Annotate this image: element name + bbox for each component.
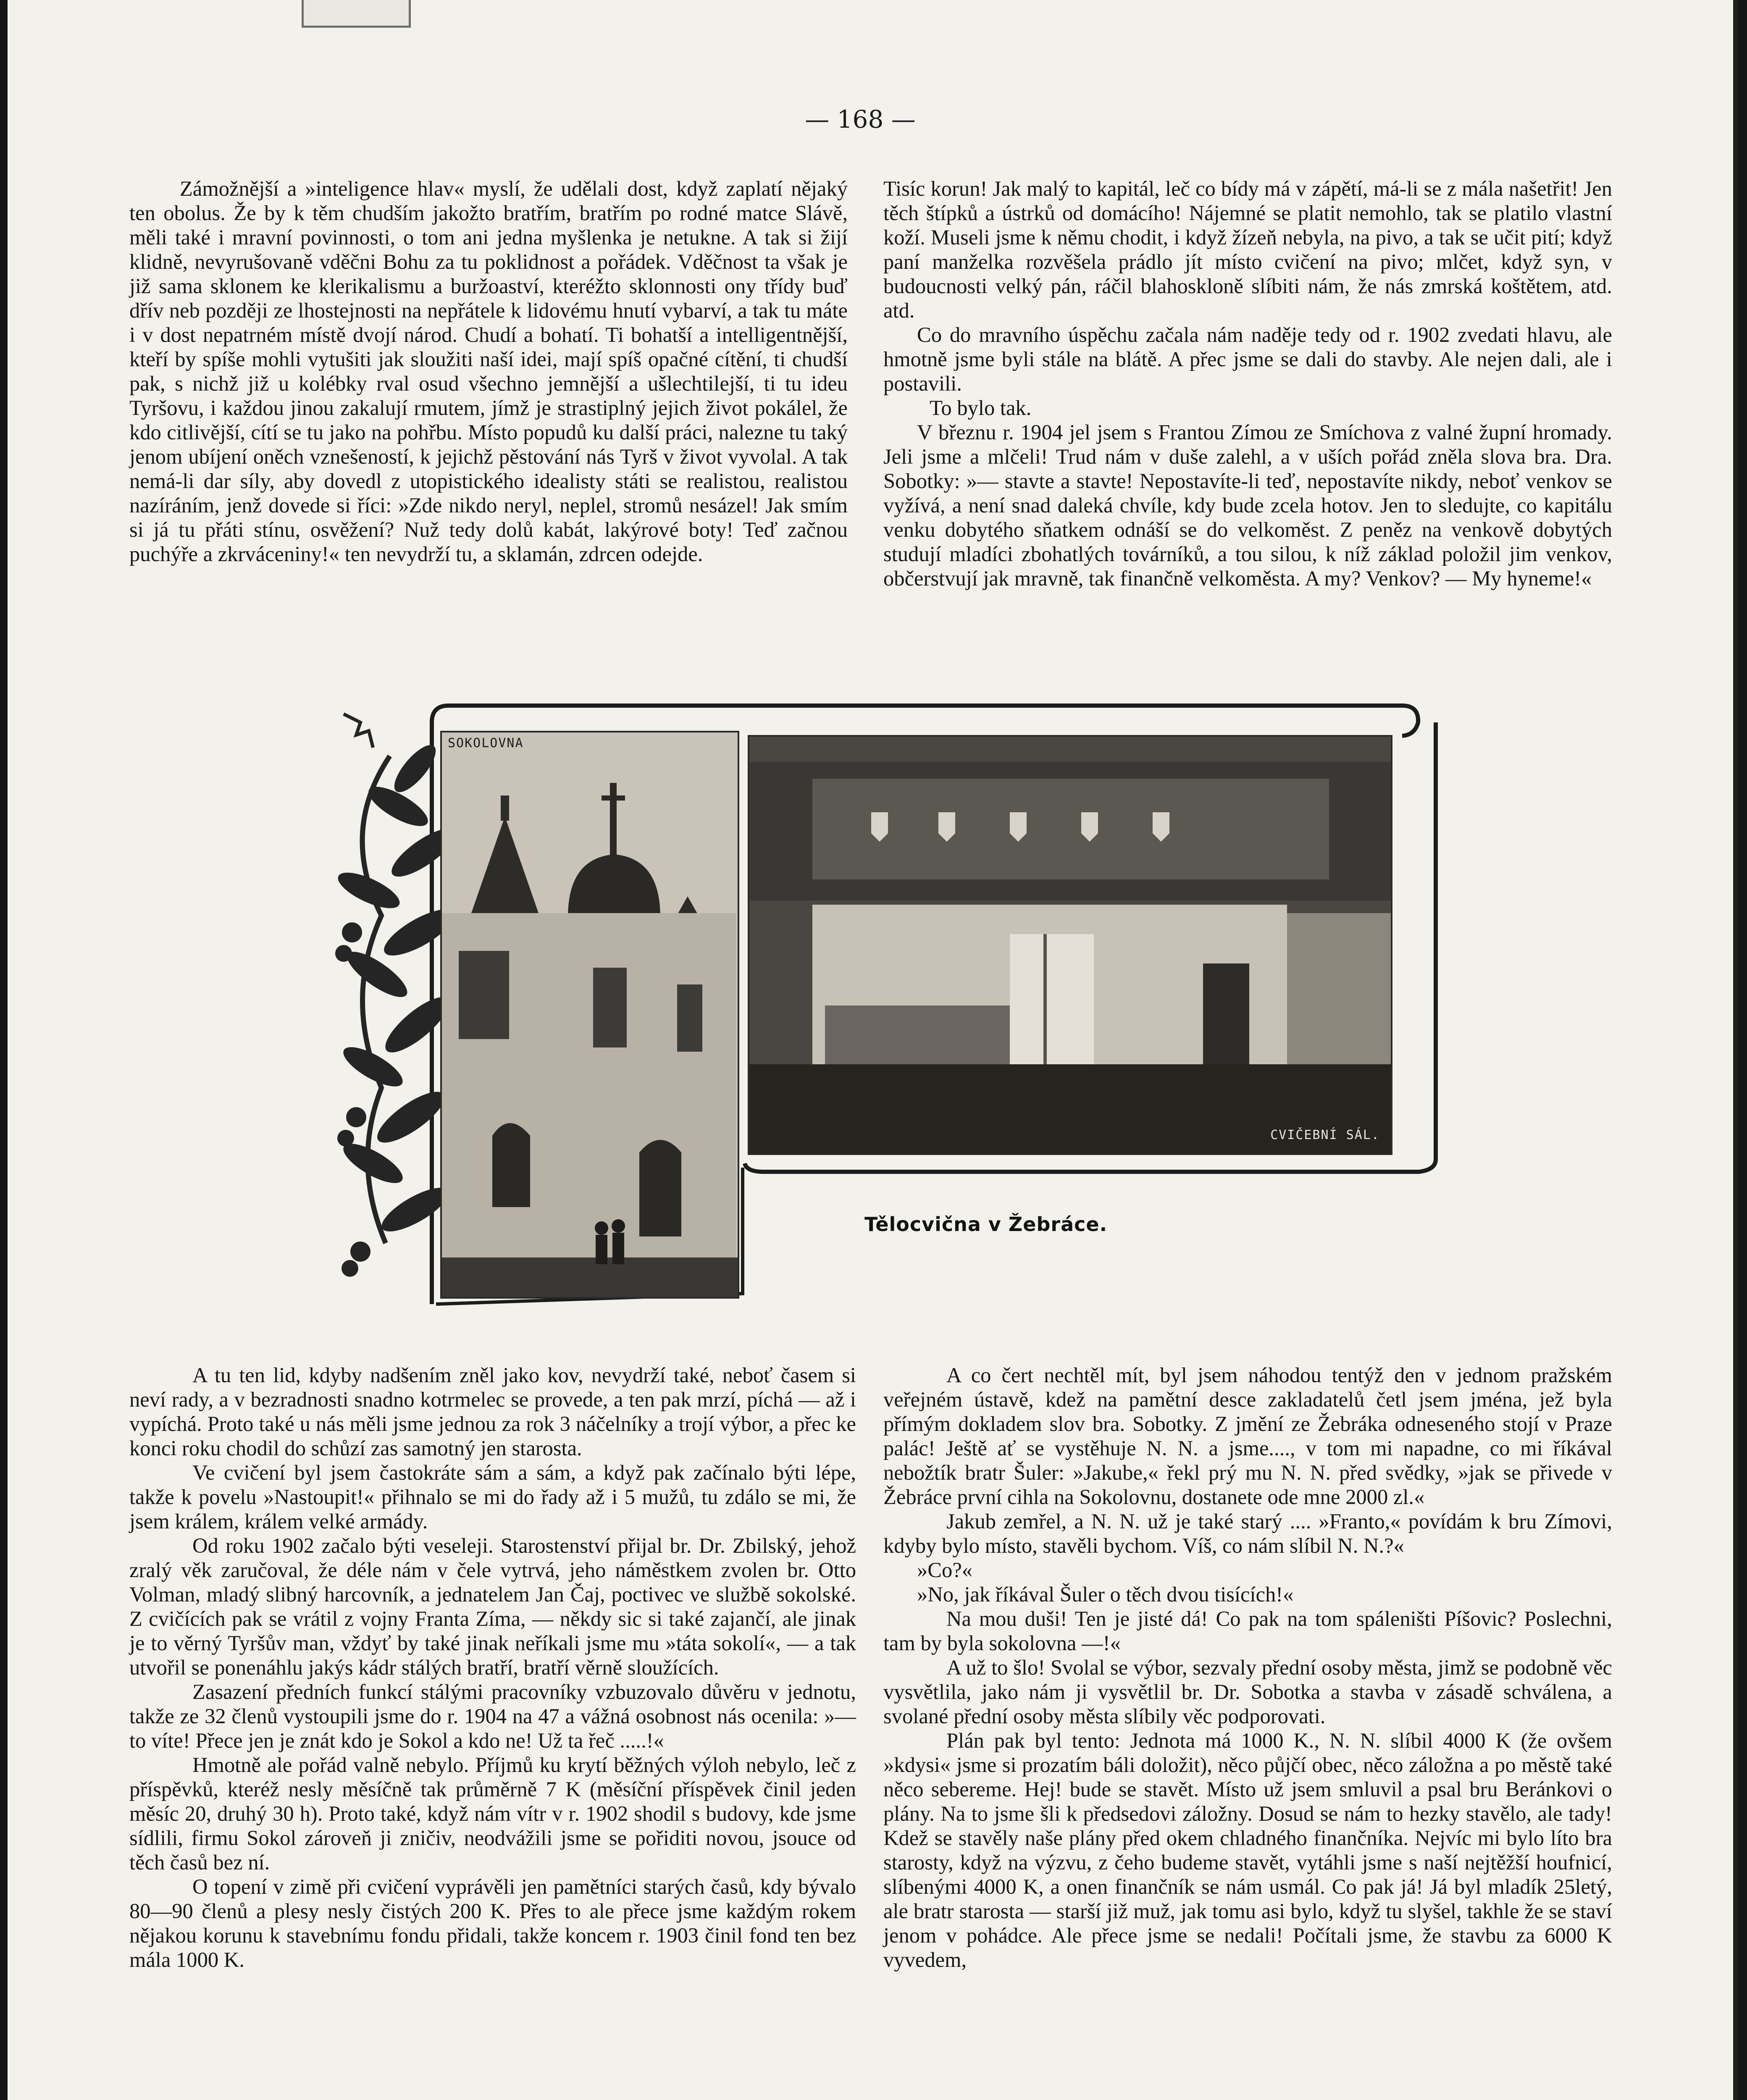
paragraph: Zasazení předních funkcí stálými pracovníky vzbuzovalo důvěru v jednotu, takže ze 32 členů vystoupili jsme do r. 1904 na 47 a vážná osobnost nás ocenila: »— to víte! Přece jen je znát kdo je Sokol a kdo ne! Už ta řeč .....!«: [129, 1680, 856, 1752]
photo-label-gym-hall: CVIČEBNÍ SÁL.: [1270, 1128, 1380, 1142]
paragraph: Od roku 1902 začalo býti veseleji. Starostenství přijal br. Dr. Zbilský, jehož zralý věk zaručoval, že déle nám v čele vytrvá, jeho náměstkem zvolen br. Otto Volman, mladý slibný harcovník, a jednatelem Jan Čaj, poctivec ve službě sokolské. Z cvičících pak se vrátil z vojny Franta Zíma, — někdy sic si také zajančí, ale jinak je to věrný Tyršův man, vždyť by také jinak neříkali jsme mu »táta sokolí«, — a tak utvořil se ponenáhlu jakýs kádr stálých bratří, bratří věrně sloužících.: [129, 1534, 856, 1679]
paragraph: Na mou duši! Ten je jisté dá! Co pak na tom spáleništi Píšovic? Poslechni, tam by byla sokolovna —!«: [883, 1607, 1612, 1655]
top-left-column: [129, 176, 848, 566]
photo-label-sokolovna: SOKOLOVNA: [448, 736, 524, 751]
paragraph: Jakub zemřel, a N. N. už je také starý .... »Franto,« povídám k bru Zímovi, kdyby bylo místo, stavěli bychom. Víš, co nám slíbil N. N.?«: [883, 1509, 1612, 1557]
paragraph: Tisíc korun! Jak malý to kapitál, leč co bídy má v zápětí, má-li se z mála našetřit! Jen těch štípků a ústrků od domácího! Nájemné se platit nemohlo, tak se platilo vlastní koží. Museli jsme k němu chodit, i když žízeň nebyla, na pivo, a tak se učit pití; když paní manželka rozvěšela prádlo jít místo cvičení na pivo; mlčet, když syn, v budoucnosti velký pán, ráčil blahoskloně slíbiti nám, že nás zmrská koštětem, atd. atd.: [883, 177, 1612, 322]
photo-sokolovna-exterior: [440, 731, 739, 1299]
paragraph: Zámožnější a »inteligence hlav« myslí, že udělali dost, když zaplatí nějaký ten obolus. Že by k těm chudším jakožto bratřím, bratřím po rodné matce Slávě, měli také i mravní povinnosti, o tom ani jedna myšlenka je netukne. A tak si žijí klidně, nevyrušovaně vděčni Bohu za tu poklidnost a pořádek. Vděčnost ta však je již sama sklonem ke klerikalismu a buržoaství, kteréžto sklonnosti ony třídy buď dřív neb později ze lhostejnosti na nepřátele k lidovému hnutí vybarví, a tak tu máte i v dost nepatrném místě dvojí národ. Chudí a bohatí. Ti bohatší a intelligentnější, kteří by spíše mohli vytušiti jak sloužiti naší idei, mají spíš opačné cítění, ti chudší pak, s nichž již u kolébky rval osud všechno jemnější a ušlechtilejší, ti tu ideu Tyršovu, i každou jinou zakalují rmutem, jímž je strastiplný jejich život pokálel, že kdo citlivější, cítí se tu jako na pohřbu. Místo popudů ku další práci, nalezne tu taký jenom ubíjení oněch vznešeností, k jejichž pěstování nás Tyrš v život vyvolal. A tak nemá-li dar síly, aby dovedl z utopistického idealisty státi se realistou, realistou nazíráním, jenž dovede si říci: »Zde nikdo neryl, neplel, stromů nesázel! Jak smím si já tu přáti stínu, osvěžení? Nuž tedy dolů kabát, lakýrové boty! Teď začnou puchýře a zkrváceniny!« ten nevydrží tu, a sklamán, zdrcen odejde.: [129, 177, 848, 566]
paragraph: Hmotně ale pořád valně nebylo. Příjmů ku krytí běžných výloh nebylo, leč z příspěvků, kteréž nesly měsíčně tak průměrně 7 K (měsíční příspěvek činil jeden měsíc 20, druhý 30 h). Proto také, když nám vítr v r. 1902 shodil s budovy, kde jsme sídlili, firmu Sokol zároveň ji zničiv, neodvážili jsme se pořiditi novou, jsouce od těch časů bez ní.: [129, 1753, 856, 1874]
paragraph: Co do mravního úspěchu začala nám naděje tedy od r. 1902 zvedati hlavu, ale hmotně jsme byli stále na blátě. A přec jsme se dali do stavby. Ale nejen dali, ale i postavili.: [883, 323, 1612, 395]
building-illustration: [442, 732, 739, 1299]
paragraph: A tu ten lid, kdyby nadšením zněl jako kov, nevydrží také, neboť časem si neví rady, a v bezradnosti snadno kotrmelec se provede, a ten pak mrzí, píchá — až i vypíchá. Proto také u nás měli jsme jednou za rok 3 náčelníky a trojí výbor, a přec ke konci roku chodil do schůzí zas samotný jen starosta.: [129, 1363, 856, 1460]
paragraph: V březnu r. 1904 jel jsem s Frantou Zímou ze Smíchova z valné župní hromady. Jeli jsme a mlčeli! Trud nám v duše zalehl, a v uších pořád zněla slova bra. Dra. Sobotky: »— stavte a stavte! Nepostavíte-li teď, nepostavíte nikdy, neboť venkov se vyžívá, a není snad daleká chvíle, kdy bude zcela hotov. Jen to sledujte, co kapitálu venku dobytého sňatkem odnáší se do velkoměst. Z peněz na venkově dobytých studují mladíci zbohatlých továrníků, a tou silou, k níž základ položil jim venkov, občerstvují jak mravně, tak finančně velkoměsta. A my? Venkov? — My hyneme!«: [883, 420, 1612, 590]
bottom-left-column: [129, 1363, 856, 1972]
binding-tab-mark: [302, 0, 411, 28]
page-sheet: [8, 0, 1737, 2100]
figure-caption: Tělocvična v Žebráce.: [864, 1213, 1108, 1236]
bottom-right-column: [883, 1363, 1612, 1972]
paragraph: A už to šlo! Svolal se výbor, sezvaly přední osoby města, jimž se podobně věc vysvětlila, jako nám ji vysvětlil br. Dr. Sobotka a stavba v zásadě schválena, a svolané přední osoby města slíbily věc podporovati.: [883, 1656, 1612, 1728]
paragraph: »No, jak říkával Šuler o těch dvou tisících!«: [917, 1583, 1294, 1606]
paragraph: »Co?«: [917, 1558, 973, 1582]
paragraph: Ve cvičení byl jsem častokráte sám a sám, a když pak začínalo býti lépe, takže k povelu »Nastoupit!« přihnalo se mi do řady až i 5 mužů, tu zdálo se mi, že jsem králem, králem velké armády.: [129, 1461, 856, 1533]
paragraph: To bylo tak.: [930, 396, 1032, 420]
paragraph: Plán pak byl tento: Jednota má 1000 K., N. N. slíbil 4000 K (že ovšem »kdysi« jsme si prozatím báli doložit), něco půjčí obec, něco záložna a po městě také něco sebereme. Hej! bude se stavět. Místo už jsem smluvil a psal bru Beránkovi o plány. Na to jsme šli k předsedovi záložny. Dosud se nám to hezky stavělo, ale tady! Kdež se stavěly naše plány před okem chladného finančníka. Nejvíc mi bylo líto bra starosty, když na výzvu, z čeho budeme stavět, vytáhli jsme s naší nejtěžší houfnicí, slíbenými 4000 K, a onen finančník se nám usmál. Co pak já! Já byl mladík 25letý, ale bratr starosta — starší již muž, jak tomu asi bylo, když tu slyšel, takhle že se staví jenom v pohádce. Ale přece jsme se nedali! Počítali jsme, že stavbu za 6000 K vyvedem,: [883, 1729, 1612, 1971]
hall-illustration: [749, 737, 1392, 1155]
top-right-column: [883, 176, 1612, 591]
page-number: — 168 —: [805, 105, 916, 134]
photo-gym-hall-interior: [748, 735, 1392, 1155]
paragraph: A co čert nechtěl mít, byl jsem náhodou tentýž den v jednom pražském veřejném ústavě, kdež na pamětní desce zakladatelů četl jsem jména, jež byla přímým dokladem slov bra. Sobotky. Z jmění ze Žebráka odneseného stojí v Praze palác! Ještě ať se vystěhuje N. N. a jsme...., v tom mi napadne, co mi říkával nebožtík bratr Šuler: »Jakube,« řekl prý mu N. N. před svědky, »jak se přivede v Žebráce první cihla na Sokolovnu, dostanete ode mne 2000 zl.«: [883, 1363, 1612, 1509]
paragraph: O topení v zimě při cvičení vyprávěli jen pamětníci starých časů, kdy bývalo 80—90 členů a plesy nesly čistých 200 K. Přes to ale přece jsme každým rokem nějakou korunu k stavebnímu fondu přidali, takže koncem r. 1903 činil fond ten bez mála 1000 K.: [129, 1875, 856, 1971]
